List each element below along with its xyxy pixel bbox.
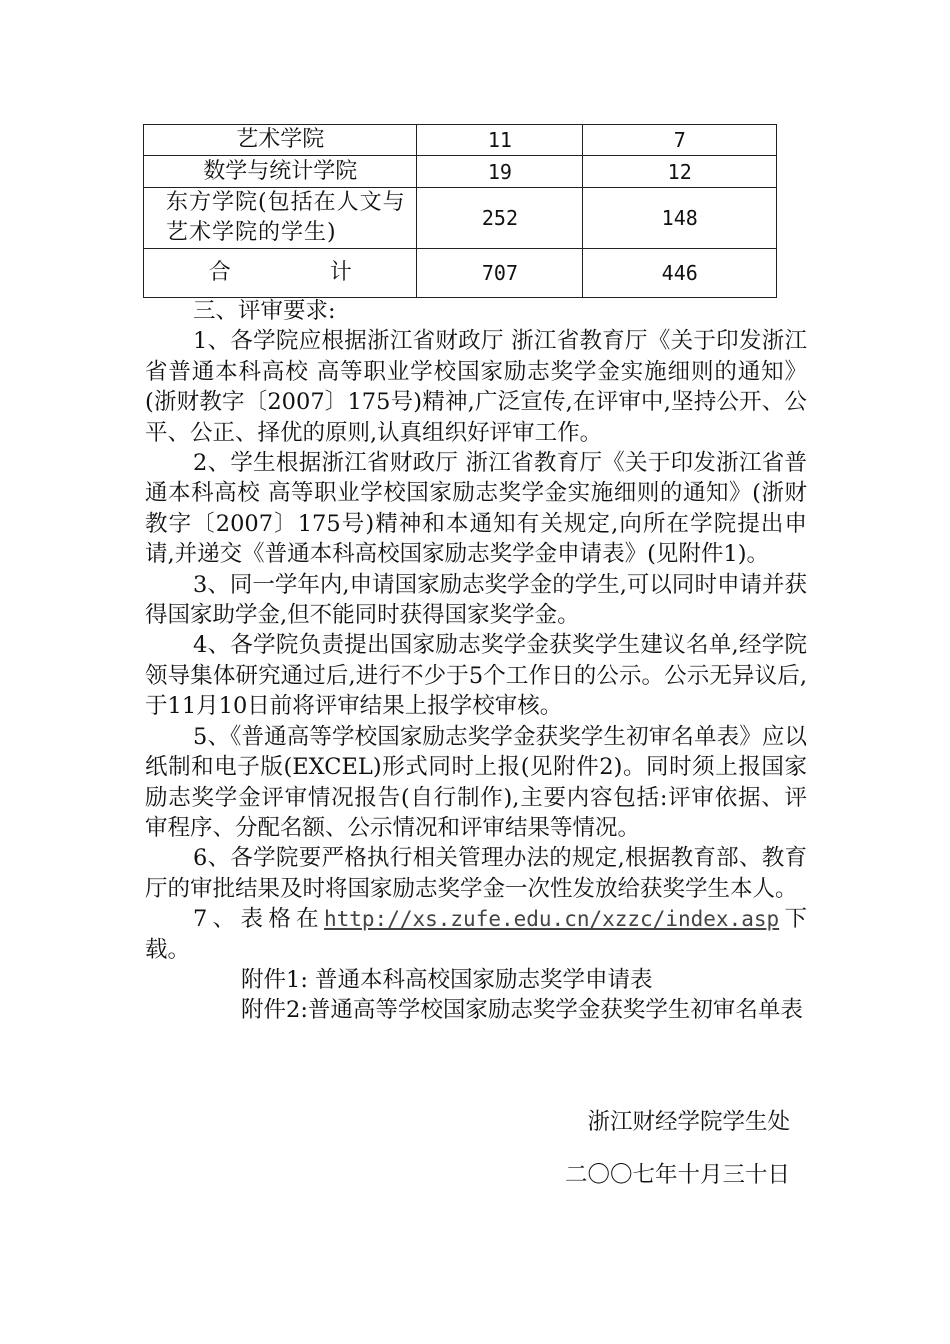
issuing-office: 浙江财经学院学生处 [587, 1109, 790, 1135]
requirement-item: 2、学生根据浙江省财政厅 浙江省教育厅《关于印发浙江省普通本科高校 高等职业学校国家励志奖学金实施细则的通知》(浙财教字〔2007〕175号)精神和本通知有关规定,向所在学院提出申请,并递交《普通本科高校国家励志奖学金申请表》(见附件1)。 [145, 450, 807, 568]
requirement-item: 1、各学院应根据浙江省财政厅 浙江省教育厅《关于印发浙江省普通本科高校 高等职业学校国家励志奖学金实施细则的通知》(浙财教字〔2007〕175号)精神,广泛宣传,在评审中,坚持公开、公平、公正、择优的原则,认真组织好评审工作。 [145, 328, 807, 446]
attachment-2: 附件2:普通高等学校国家励志奖学金获奖学生初审名单表 [241, 997, 803, 1024]
total-count-cell: 707 [417, 249, 583, 298]
count-cell: 252 [417, 188, 583, 249]
requirement-item: 3、同一学年内,申请国家励志奖学金的学生,可以同时申请并获得国家助学金,但不能同时获得国家奖学金。 [145, 571, 807, 629]
requirement-item: 6、各学院要严格执行相关管理办法的规定,根据教育部、教育厅的审批结果及时将国家励志奖学金一次性发放给获奖学生本人。 [145, 845, 807, 902]
download-link[interactable]: http://xs.zufe.edu.cn/xzzc/index.asp [323, 907, 780, 932]
issue-date: 二〇〇七年十月三十日 [564, 1162, 790, 1188]
download-suffix: 下载。 [145, 906, 807, 963]
total-label: 合 计 [208, 260, 398, 285]
count-cell: 12 [583, 156, 777, 188]
quota-table [143, 124, 777, 298]
table-row [144, 156, 777, 188]
total-label-cell [144, 249, 417, 298]
college-cell: 数学与统计学院 [144, 156, 417, 188]
college-cell: 艺术学院 [144, 125, 417, 156]
count-cell: 11 [417, 125, 583, 156]
download-prefix: 7、表格在 [193, 906, 324, 933]
review-requirements [145, 296, 807, 1026]
table-row [144, 188, 777, 249]
attachment-1: 附件1: 普通本科高校国家励志奖学申请表 [241, 966, 653, 993]
section-heading: 三、评审要求: [193, 298, 336, 324]
total-count-cell: 446 [583, 249, 777, 298]
requirement-item: 5、《普通高等学校国家励志奖学金获奖学生初审名单表》应以纸制和电子版(EXCEL)形式同时上报(见附件2)。同时须上报国家励志奖学金评审情况报告(自行制作),主要内容包括:评审依据、评审程序、分配名额、公示情况和评审结果等情况。 [145, 723, 807, 841]
count-cell: 7 [583, 125, 777, 156]
college-cell: 东方学院(包括在人文与艺术学院的学生) [144, 188, 417, 249]
count-cell: 148 [583, 188, 777, 249]
table-row [144, 125, 777, 156]
table-total-row [144, 249, 777, 298]
requirement-item-download [145, 904, 807, 965]
count-cell: 19 [417, 156, 583, 188]
requirement-item: 4、各学院负责提出国家励志奖学金获奖学生建议名单,经学院领导集体研究通过后,进行不少于5个工作日的公示。公示无异议后,于11月10日前将评审结果上报学校审核。 [145, 632, 807, 720]
